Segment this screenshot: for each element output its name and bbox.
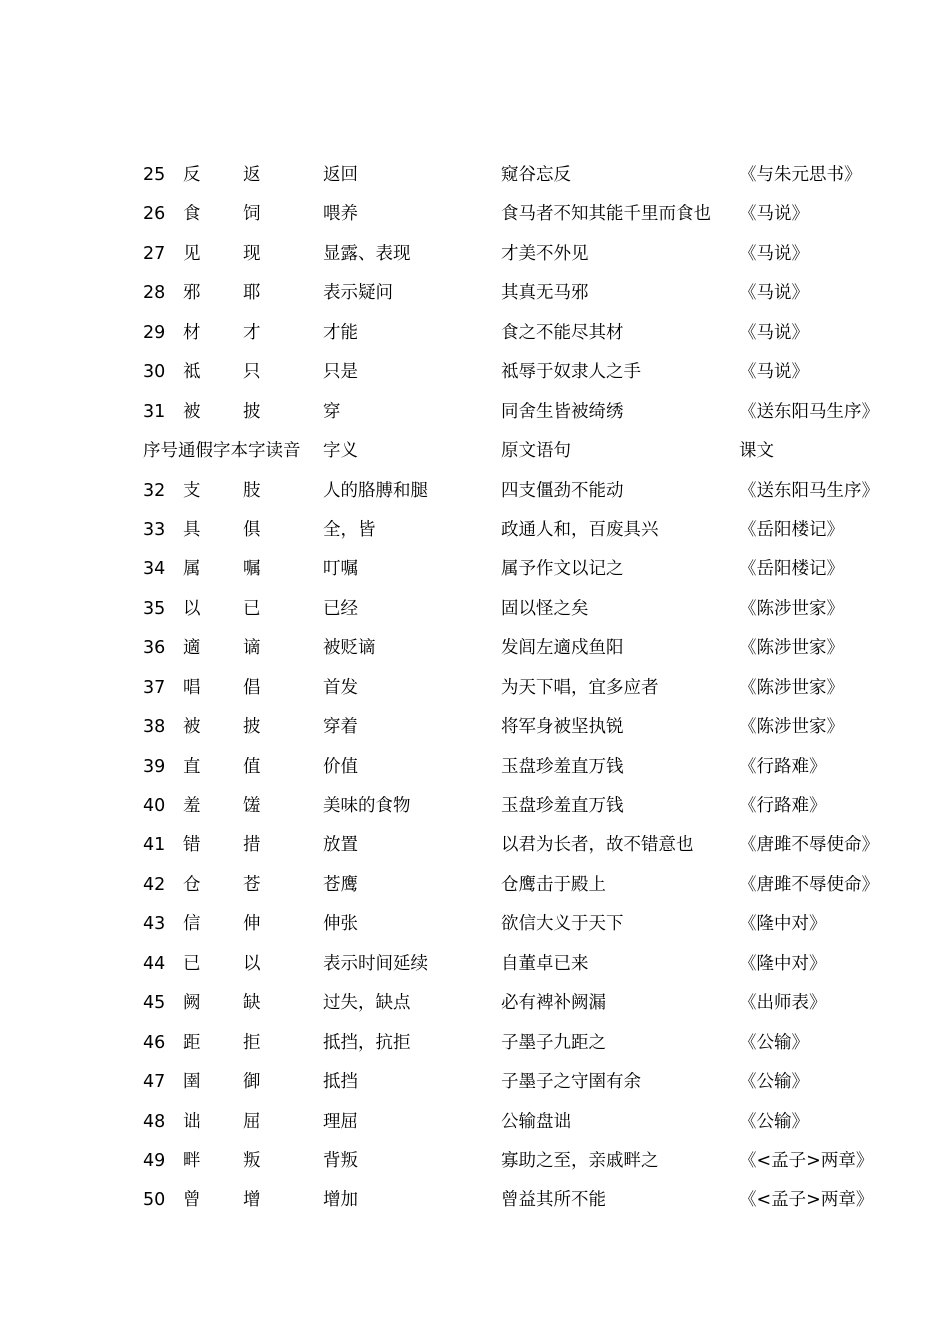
- lesson-title: 《行路难》: [739, 796, 827, 816]
- original-char: 倡: [243, 677, 261, 698]
- original-char: 以: [243, 953, 261, 974]
- header-original-sentence: 原文语句: [501, 441, 571, 462]
- original-char: 嘱: [243, 559, 261, 580]
- tongjia-char: 圉: [183, 1072, 201, 1093]
- row-number: 41: [143, 835, 166, 856]
- original-char: 俱: [243, 519, 261, 540]
- meaning: 已经: [323, 598, 358, 619]
- meaning: 全，皆: [323, 519, 376, 540]
- header-lesson: 课文: [739, 441, 774, 462]
- row-number: 45: [143, 993, 166, 1014]
- table-row: [143, 156, 903, 195]
- tongjia-char: 仓: [183, 874, 201, 895]
- original-char: 返: [243, 165, 261, 185]
- meaning: 放置: [323, 835, 358, 856]
- tongjia-char: 直: [183, 756, 201, 777]
- row-number: 37: [143, 677, 166, 698]
- meaning: 苍鹰: [323, 874, 358, 895]
- table-body-part-2: [143, 472, 903, 1221]
- original-sentence: 食之不能尽其材: [501, 322, 624, 343]
- original-char: 披: [243, 401, 261, 422]
- meaning: 伸张: [323, 914, 358, 935]
- lesson-title: 《行路难》: [739, 756, 827, 777]
- row-number: 36: [143, 638, 166, 659]
- lesson-title: 《与朱元思书》: [739, 165, 862, 185]
- tongjia-char: 祗: [183, 362, 201, 383]
- original-sentence: 子墨子九距之: [501, 1032, 606, 1053]
- original-sentence: 发闾左適戍鱼阳: [501, 638, 624, 659]
- lesson-title: 《岳阳楼记》: [739, 519, 844, 540]
- lesson-title: 《<孟子>两章》: [739, 1190, 874, 1211]
- meaning: 才能: [323, 322, 358, 343]
- table-row: [143, 393, 903, 432]
- original-sentence: 政通人和，百废具兴: [501, 519, 659, 540]
- lesson-title: 《隆中对》: [739, 953, 827, 974]
- table-row: [143, 708, 903, 747]
- table-row: [143, 550, 903, 589]
- tongjia-char: 畔: [183, 1150, 201, 1171]
- tongjia-char: 適: [183, 638, 201, 659]
- meaning: 首发: [323, 677, 358, 698]
- original-char: 苍: [243, 874, 261, 895]
- row-number: 27: [143, 243, 166, 264]
- meaning: 价值: [323, 756, 358, 777]
- original-sentence: 为天下唱，宜多应者: [501, 677, 659, 698]
- original-char: 已: [243, 598, 261, 619]
- row-number: 30: [143, 362, 166, 383]
- table-row: [143, 274, 903, 313]
- meaning: 人的胳膊和腿: [323, 480, 428, 501]
- original-char: 值: [243, 756, 261, 777]
- original-char: 饲: [243, 204, 261, 225]
- meaning: 喂养: [323, 204, 358, 225]
- original-char: 缺: [243, 993, 261, 1014]
- meaning: 穿: [323, 401, 341, 422]
- row-number: 28: [143, 283, 166, 304]
- original-sentence: 欲信大义于天下: [501, 914, 624, 935]
- original-char: 措: [243, 835, 261, 856]
- tongjia-char: 见: [183, 243, 201, 264]
- lesson-title: 《马说》: [739, 243, 809, 264]
- meaning: 增加: [323, 1190, 358, 1211]
- row-number: 42: [143, 874, 166, 895]
- original-sentence: 仓鹰击于殿上: [501, 874, 606, 895]
- meaning: 表示时间延续: [323, 953, 428, 974]
- original-char: 肢: [243, 480, 261, 501]
- tongjia-char: 曾: [183, 1190, 201, 1211]
- row-number: 33: [143, 519, 166, 540]
- original-sentence: 同舍生皆被绮绣: [501, 401, 624, 422]
- row-number: 44: [143, 953, 166, 974]
- meaning: 表示疑问: [323, 283, 393, 304]
- original-char: 御: [243, 1072, 261, 1093]
- lesson-title: 《出师表》: [739, 993, 827, 1014]
- meaning: 美味的食物: [323, 796, 411, 816]
- table-row: [143, 945, 903, 984]
- tongjia-char: 以: [183, 598, 201, 619]
- tongjia-char: 材: [183, 322, 201, 343]
- meaning: 抵挡，抗拒: [323, 1032, 411, 1053]
- table-body-part-1: [143, 156, 903, 432]
- meaning: 穿着: [323, 717, 358, 738]
- lesson-title: 《陈涉世家》: [739, 677, 844, 698]
- lesson-title: 《公输》: [739, 1032, 809, 1053]
- row-number: 32: [143, 480, 166, 501]
- tongjia-char: 具: [183, 519, 201, 540]
- row-number: 48: [143, 1111, 166, 1132]
- lesson-title: 《马说》: [739, 362, 809, 383]
- row-number: 46: [143, 1032, 166, 1053]
- row-number: 29: [143, 322, 166, 343]
- meaning: 被贬谪: [323, 638, 376, 659]
- tongjiazi-table: [143, 156, 903, 1221]
- original-char: 屈: [243, 1111, 261, 1132]
- meaning: 显露、表现: [323, 243, 411, 264]
- table-row: [143, 590, 903, 629]
- table-row: [143, 1063, 903, 1102]
- table-row: [143, 826, 903, 865]
- tongjia-char: 食: [183, 204, 201, 225]
- meaning: 过失，缺点: [323, 993, 411, 1014]
- original-char: 才: [243, 322, 261, 343]
- lesson-title: 《唐雎不辱使命》: [739, 874, 879, 895]
- table-row: [143, 472, 903, 511]
- table-row: [143, 353, 903, 392]
- original-sentence: 子墨子之守圉有余: [501, 1072, 641, 1093]
- lesson-title: 《陈涉世家》: [739, 598, 844, 619]
- row-number: 38: [143, 717, 166, 738]
- table-row: [143, 629, 903, 668]
- row-number: 35: [143, 598, 166, 619]
- original-sentence: 公输盘诎: [501, 1111, 571, 1132]
- lesson-title: 《<孟子>两章》: [739, 1150, 874, 1171]
- tongjia-char: 距: [183, 1032, 201, 1053]
- lesson-title: 《公输》: [739, 1072, 809, 1093]
- table-row: [143, 787, 903, 826]
- table-row: [143, 195, 903, 234]
- tongjia-char: 已: [183, 953, 201, 974]
- original-sentence: 玉盘珍羞直万钱: [501, 756, 624, 777]
- meaning: 叮嘱: [323, 559, 358, 580]
- tongjia-char: 诎: [183, 1111, 201, 1132]
- lesson-title: 《陈涉世家》: [739, 717, 844, 738]
- row-number: 39: [143, 756, 166, 777]
- tongjia-char: 支: [183, 480, 201, 501]
- original-char: 现: [243, 243, 261, 264]
- table-row: [143, 1103, 903, 1142]
- lesson-title: 《送东阳马生序》: [739, 480, 879, 501]
- table-header-row: [143, 432, 903, 471]
- tongjia-char: 错: [183, 835, 201, 856]
- tongjia-char: 被: [183, 717, 201, 738]
- original-sentence: 食马者不知其能千里而食也: [501, 204, 711, 225]
- tongjia-char: 信: [183, 914, 201, 935]
- row-number: 25: [143, 165, 166, 185]
- original-char: 叛: [243, 1150, 261, 1171]
- original-char: 只: [243, 362, 261, 383]
- table-row: [143, 984, 903, 1023]
- original-sentence: 曾益其所不能: [501, 1190, 606, 1211]
- header-meaning: 字义: [323, 441, 358, 462]
- original-char: 谪: [243, 638, 261, 659]
- lesson-title: 《陈涉世家》: [739, 638, 844, 659]
- original-sentence: 其真无马邪: [501, 283, 589, 304]
- meaning: 抵挡: [323, 1072, 358, 1093]
- original-sentence: 必有裨补阙漏: [501, 993, 606, 1014]
- tongjia-char: 属: [183, 559, 201, 580]
- tongjia-char: 唱: [183, 677, 201, 698]
- row-number: 40: [143, 796, 166, 816]
- tongjia-char: 阙: [183, 993, 201, 1014]
- meaning: 背叛: [323, 1150, 358, 1171]
- tongjia-char: 邪: [183, 283, 201, 304]
- row-number: 26: [143, 204, 166, 225]
- original-char: 耶: [243, 283, 261, 304]
- lesson-title: 《马说》: [739, 283, 809, 304]
- original-sentence: 属予作文以记之: [501, 559, 624, 580]
- lesson-title: 《岳阳楼记》: [739, 559, 844, 580]
- original-sentence: 固以怪之矣: [501, 598, 589, 619]
- original-char: 馐: [243, 796, 261, 816]
- original-sentence: 玉盘珍羞直万钱: [501, 796, 624, 816]
- table-row: [143, 511, 903, 550]
- original-sentence: 祗辱于奴隶人之手: [501, 362, 641, 383]
- table-row: [143, 235, 903, 274]
- table-row: [143, 748, 903, 787]
- table-row: [143, 905, 903, 944]
- table-row: [143, 866, 903, 905]
- row-number: 31: [143, 401, 166, 422]
- lesson-title: 《马说》: [739, 204, 809, 225]
- lesson-title: 《马说》: [739, 322, 809, 343]
- lesson-title: 《公输》: [739, 1111, 809, 1132]
- table-row: [143, 1142, 903, 1181]
- original-sentence: 自董卓已来: [501, 953, 589, 974]
- original-sentence: 以君为长者，故不错意也: [501, 835, 694, 856]
- row-number: 43: [143, 914, 166, 935]
- meaning: 理屈: [323, 1111, 358, 1132]
- original-sentence: 才美不外见: [501, 243, 589, 264]
- table-row: [143, 669, 903, 708]
- original-sentence: 窥谷忘反: [501, 165, 571, 185]
- row-number: 34: [143, 559, 166, 580]
- meaning: 只是: [323, 362, 358, 383]
- tongjia-char: 羞: [183, 796, 201, 816]
- row-number: 50: [143, 1190, 166, 1211]
- meaning: 返回: [323, 165, 358, 185]
- table-row: [143, 314, 903, 353]
- lesson-title: 《送东阳马生序》: [739, 401, 879, 422]
- original-char: 增: [243, 1190, 261, 1211]
- original-char: 拒: [243, 1032, 261, 1053]
- original-sentence: 寡助之至，亲戚畔之: [501, 1150, 659, 1171]
- row-number: 47: [143, 1072, 166, 1093]
- lesson-title: 《隆中对》: [739, 914, 827, 935]
- tongjia-char: 被: [183, 401, 201, 422]
- table-row: [143, 1181, 903, 1220]
- original-sentence: 将军身被坚执锐: [501, 717, 624, 738]
- original-char: 伸: [243, 914, 261, 935]
- original-char: 披: [243, 717, 261, 738]
- row-number: 49: [143, 1150, 166, 1171]
- header-seq-tong-ben-pron: 序号通假字本字读音: [143, 441, 301, 462]
- original-sentence: 四支僵劲不能动: [501, 480, 624, 501]
- tongjia-char: 反: [183, 165, 201, 185]
- table-row: [143, 1024, 903, 1063]
- lesson-title: 《唐雎不辱使命》: [739, 835, 879, 856]
